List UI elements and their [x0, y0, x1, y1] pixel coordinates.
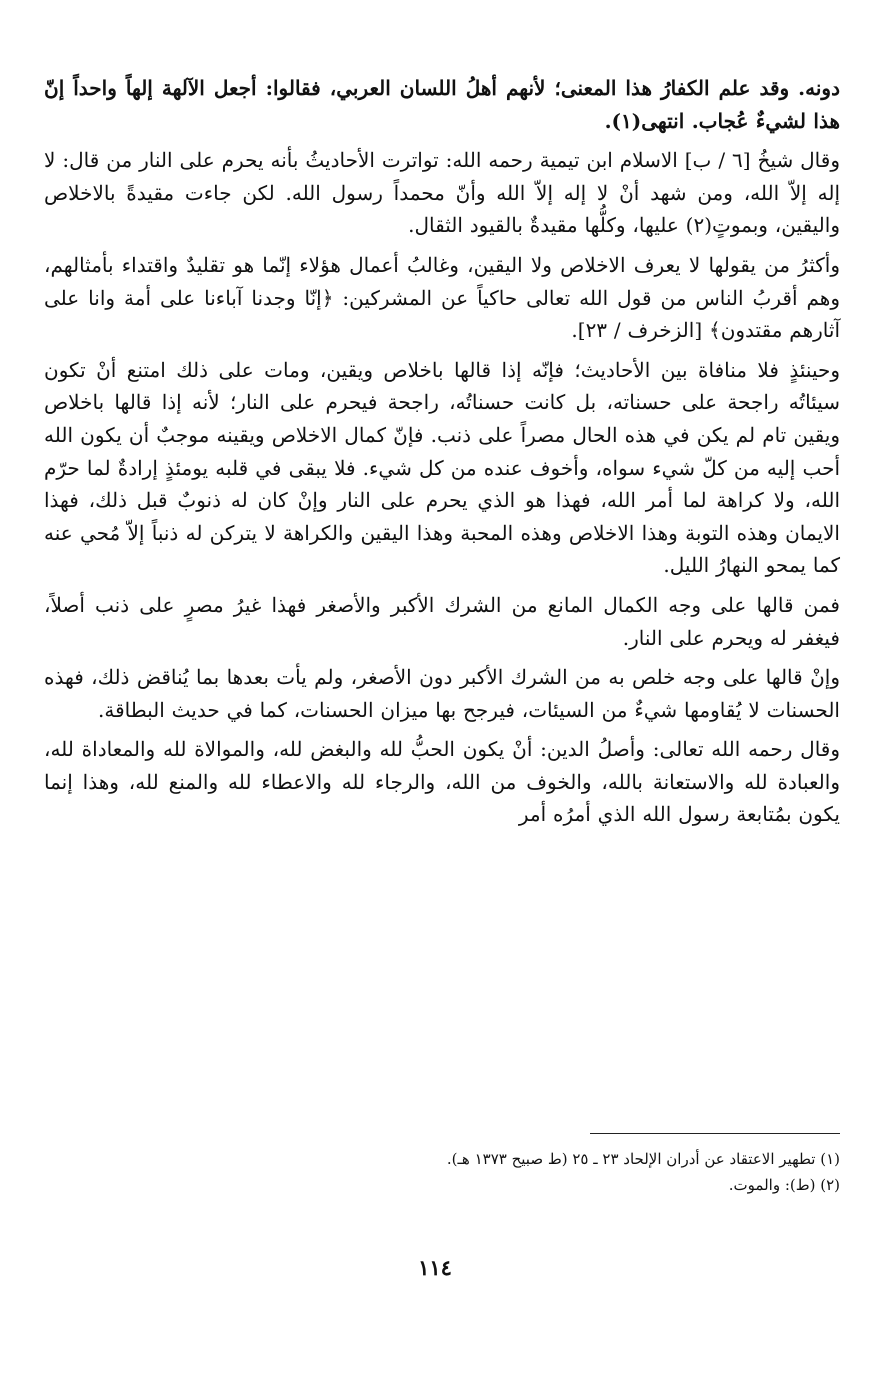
footnote-divider: [590, 1133, 840, 1134]
main-text: [44, 72, 840, 838]
footnotes: [44, 1146, 840, 1198]
paragraph-1: دونه. وقد علم الكفارُ هذا المعنى؛ لأنهم أهلُ اللسان العربي، فقالوا: أجعل الآلهة إلهاً واحداً إنّ هذا لشيءٌ عُجاب. انتهى(١).: [44, 76, 840, 133]
paragraph-7: وقال رحمه الله تعالى: وأصلُ الدين: أنْ يكون الحبُّ لله والبغض لله، والموالاة لله والمعاداة لله، والعبادة لله والاستعانة بالله، والخوف من الله، والرجاء لله والاعطاء لله والمنع لله، وهذا إنما يكون بمُتابعة رسول الله الذي أمرُه أمر: [44, 737, 841, 827]
paragraph-5: فمن قالها على وجه الكمال المانع من الشرك الأكبر والأصغر فهذا غيرُ مصرٍ على ذنب أصلاً، فيغفر له ويحرم على النار.: [44, 592, 840, 650]
footnote-2: (٢) (ط): والموت.: [728, 1176, 840, 1194]
book-page: [30, 60, 840, 1360]
page-number: ١١٤: [418, 1255, 452, 1280]
paragraph-2: وقال شيخُ [٦ / ب] الاسلام ابن تيمية رحمه الله: تواترت الأحاديثُ بأنه يحرم على النار من قال: لا إله إلاّ الله، ومن شهد أنْ لا إله إلاّ الله وأنّ محمداً رسول الله. لكن جاءت مقيدةً بالاخلاص واليقين، وبموتٍ(٢) عليها، وكلُّها مقيدةٌ بالقيود الثقال.: [44, 148, 840, 238]
footnote-1: (١) تطهير الاعتقاد عن أدران الإلحاد ٢٣ ـ ٢٥ (ط صبيح ١٣٧٣ هـ).: [446, 1150, 840, 1168]
paragraph-4: وحينئذٍ فلا منافاة بين الأحاديث؛ فإنّه إذا قالها باخلاص ويقين، ومات على ذلك امتنع أنْ تكون سيئاتُه راجحة على حسناته، بل كانت حسناتُه، راجحة فيحرم على النار؛ لأنه إذا قالها باخلاص ويقين تام لم يكن في هذه الحال مصراً على ذنب. فإنّ كمال الاخلاص ويقينه موجبٌ أن يكون الله أحب إليه من كلّ شيء سواه، وأخوف عنده من كل شيء. فلا يبقى في قلبه يومئذٍ إرادةٌ لما حرّم الله، ولا كراهة لما أمر الله، فهذا هو الذي يحرم على النار وإنْ كان له ذنوبٌ قبل ذلك، فهذا الايمان وهذه التوبة وهذا الاخلاص وهذه المحبة وهذا اليقين والكراهة لا يتركن له ذنباً إلاّ مُحي عنه كما يمحو النهارُ الليل.: [44, 357, 840, 578]
paragraph-6: وإنْ قالها على وجه خلص به من الشرك الأكبر دون الأصغر، ولم يأت بعدها بما يُناقض ذلك، فهذه الحسنات لا يُقاومها شيءٌ من السيئات، فيرجح بها ميزان الحسنات، كما في حديث البطاقة.: [44, 665, 840, 722]
paragraph-3: وأكثرُ من يقولها لا يعرف الاخلاص ولا اليقين، وغالبُ أعمال هؤلاء إنّما هو تقليدٌ واقتداء بأمثالهم، وهم أقربُ الناس من قول الله تعالى حاكياً عن المشركين: ﴿إنّا وجدنا آباءنا على أمة وانا على آثارهم مقتدون﴾ [الزخرف / ٢٣].: [44, 252, 841, 343]
